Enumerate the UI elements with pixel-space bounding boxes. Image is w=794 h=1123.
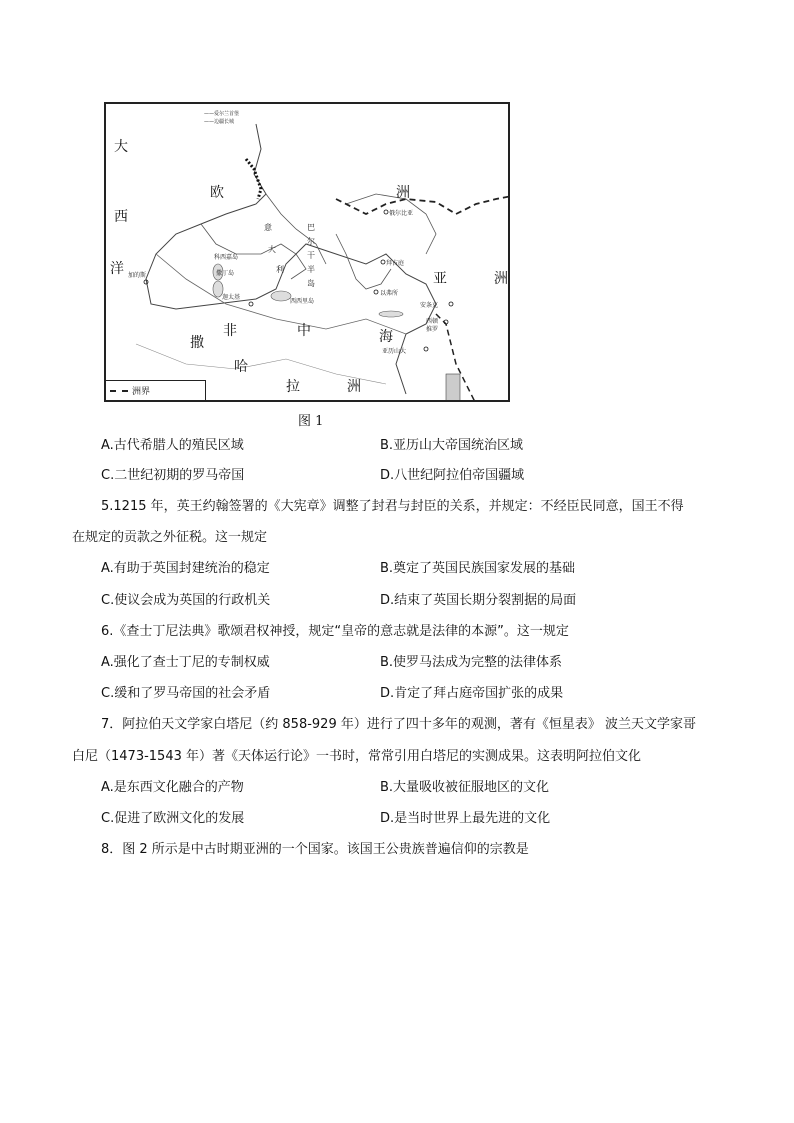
map-label-da2: 大 — [268, 245, 276, 254]
q5-option-c: C.使议会成为英国的行政机关 — [101, 593, 271, 608]
map-label-ba: 巴 — [307, 223, 315, 232]
q6-option-a: A.强化了查士丁尼的专制权威 — [101, 655, 270, 670]
figure-caption: 图 1 — [298, 414, 324, 429]
q4-option-b: B.亚历山大帝国统治区域 — [380, 438, 524, 453]
map-label-er: 尔 — [307, 237, 315, 246]
city-antioch: 安条克 — [420, 302, 439, 309]
map-label-gan: 干 — [307, 251, 315, 260]
map-label-zhou-asia: 洲 — [494, 271, 508, 287]
q4-option-a: A.古代希腊人的殖民区域 — [101, 438, 244, 453]
city-corsica: 科西嘉岛 — [214, 254, 239, 261]
q5-option-d: D.结束了英国长期分裂割据的局面 — [380, 593, 577, 608]
map-label-li: 利 — [276, 265, 284, 274]
q7-option-d: D.是当时世界上最先进的文化 — [380, 811, 551, 826]
map-label-hai: 海 — [379, 329, 393, 345]
city-olbia: 俄尔比亚 — [389, 210, 414, 217]
city-ephesus: 以弗所 — [380, 290, 399, 297]
q4-option-d: D.八世纪阿拉伯帝国疆域 — [380, 468, 525, 483]
map-label-sa: 撒 — [190, 335, 204, 351]
dashed-line-icon — [110, 390, 128, 392]
map-label-zhou-europe: 洲 — [396, 185, 410, 201]
map-label-yi: 意 — [264, 223, 272, 232]
map-label-zhou-africa: 洲 — [347, 379, 361, 395]
q5-stem-line2: 在规定的贡款之外征税。这一规定 — [72, 530, 268, 545]
city-sardinia: 撒丁岛 — [216, 270, 235, 277]
map-top-legend-2: ——边疆长城 — [204, 119, 235, 125]
city-carthage: 迦太基 — [222, 294, 241, 301]
map-label-yang: 洋 — [110, 261, 124, 277]
q8-stem: 8．图 2 所示是中古时期亚洲的一个国家。该国王公贵族普遍信仰的宗教是 — [101, 842, 529, 857]
historical-map — [104, 102, 510, 402]
map-label-ban: 半 — [307, 265, 315, 274]
q6-option-b: B.使罗马法成为完整的法律体系 — [380, 655, 563, 670]
map-top-legend-1: ——爱尔兰首堡 — [204, 111, 240, 117]
map-label-la: 拉 — [286, 379, 300, 395]
q5-option-b: B.奠定了英国民族国家发展的基础 — [380, 561, 576, 576]
q6-stem: 6.《查士丁尼法典》歌颂君权神授，规定“皇帝的意志就是法律的本源”。这一规定 — [101, 624, 569, 639]
q7-option-b: B.大量吸收被征服地区的文化 — [380, 780, 550, 795]
legend-label: 洲界 — [132, 387, 151, 397]
map-label-xi: 西 — [114, 209, 128, 225]
map-label-dao: 岛 — [307, 279, 315, 288]
q5-stem-line1: 5.1215 年，英王约翰签署的《大宪章》调整了封君与封臣的关系，并规定：不经臣民同意，国王不得 — [101, 499, 684, 514]
q7-option-a: A.是东西文化融合的产物 — [101, 780, 244, 795]
q7-stem-line2: 白尼（1473-1543 年）著《天体运行论》一书时，常常引用白塔尼的实测成果。这表明阿拉伯文化 — [72, 749, 641, 764]
q6-option-d: D.肯定了拜占庭帝国扩张的成果 — [380, 686, 564, 701]
q5-option-a: A.有助于英国封建统治的稳定 — [101, 561, 270, 576]
q7-option-c: C.促进了欧洲文化的发展 — [101, 811, 245, 826]
city-byzantium: 拜占庭 — [386, 260, 405, 267]
map-label-ou: 欧 — [210, 185, 224, 201]
q7-stem-line1: 7．阿拉伯天文学家白塔尼（约 858-929 年）进行了四十多年的观测，著有《恒星表》 波兰天文学家哥 — [101, 717, 696, 732]
map-label-ha: 哈 — [234, 359, 248, 375]
map-label-fei: 非 — [223, 323, 237, 339]
city-sicily: 西西里岛 — [290, 298, 315, 305]
city-alexandria: 亚历山大 — [382, 348, 407, 355]
city-sidon: 西顿 — [426, 318, 439, 325]
q4-option-c: C.二世纪初期的罗马帝国 — [101, 468, 245, 483]
city-tyre: 推罗 — [426, 326, 439, 333]
map-legend — [106, 380, 206, 400]
city-cadiz: 加的斯 — [128, 272, 147, 279]
map-label-zhong: 中 — [297, 323, 311, 339]
map-label-ya: 亚 — [433, 271, 447, 287]
map-label-da: 大 — [114, 139, 128, 155]
q6-option-c: C.缓和了罗马帝国的社会矛盾 — [101, 686, 271, 701]
